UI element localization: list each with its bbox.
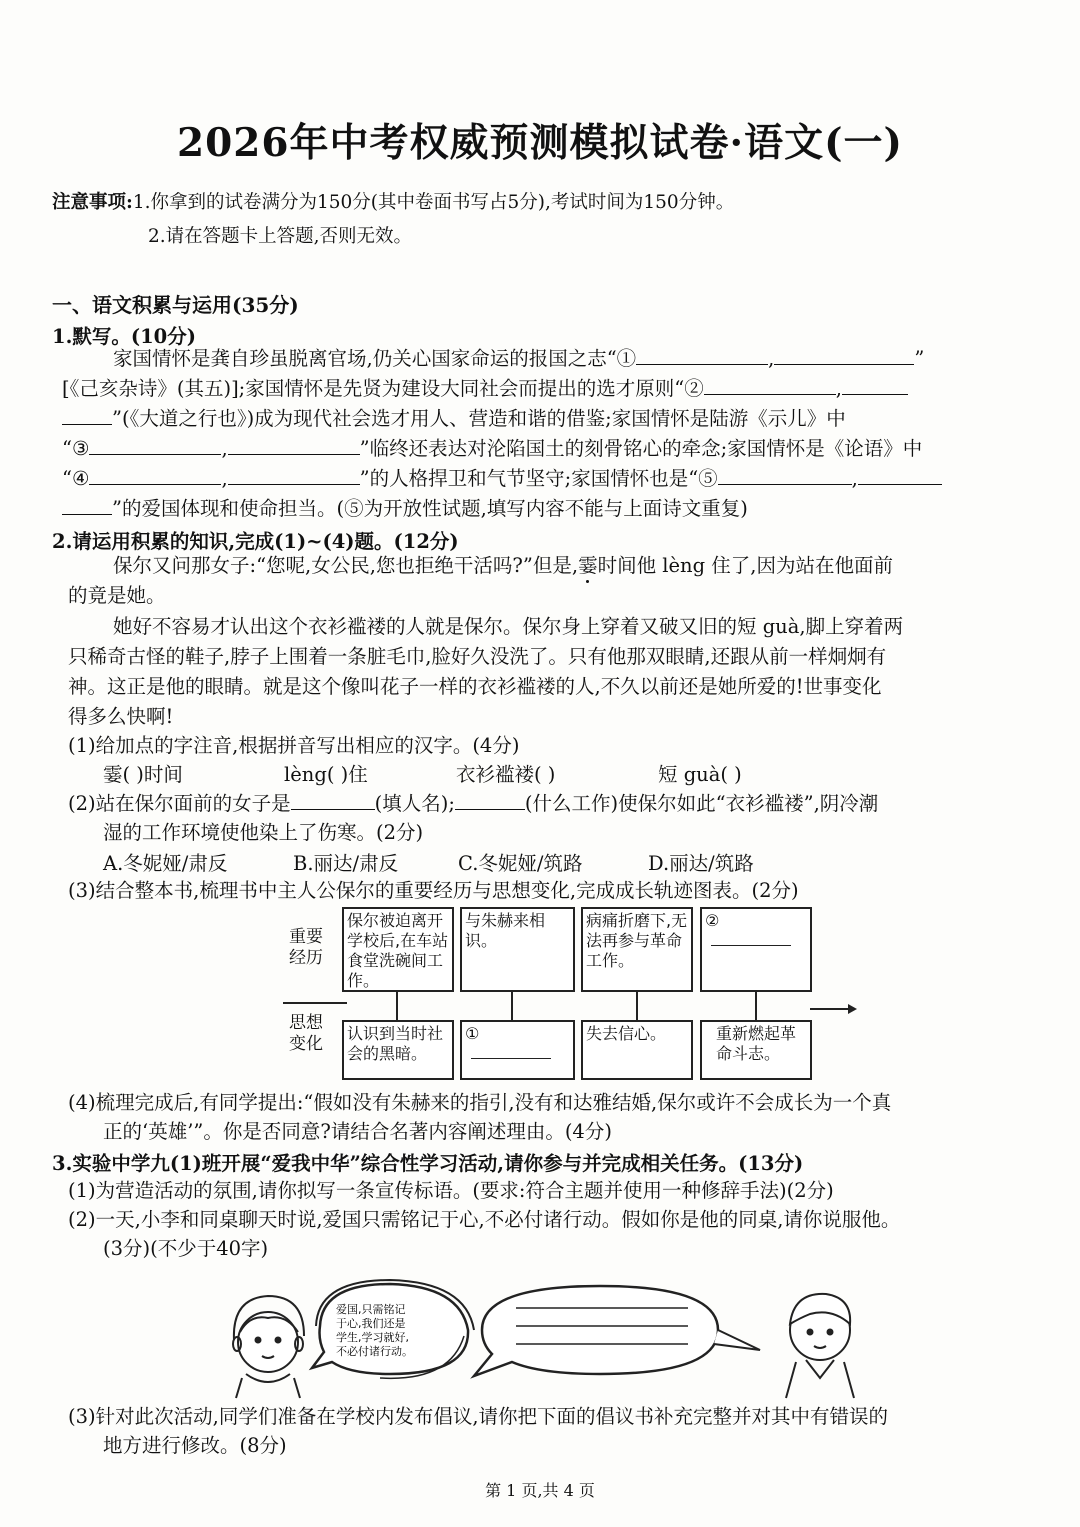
answer-blank[interactable] [89, 464, 221, 485]
answer-blank[interactable] [228, 434, 360, 455]
answer-line[interactable] [471, 1044, 551, 1059]
q1-line-3 [62, 404, 846, 434]
answer-blank[interactable] [62, 404, 112, 425]
timeline-line [810, 1008, 850, 1010]
answer-blank[interactable] [704, 374, 836, 395]
q2-sub-1-item-c: 衣衫褴褛( ) [456, 763, 556, 786]
q1-text: , [221, 467, 228, 490]
q2-sub-2-line-2: 湿的工作环境使他染上了伤寒。(2分) [103, 821, 424, 844]
q3-sub-1: (1)为营造活动的氛围,请你拟写一条宣传标语。(要求:符合主题并使用一种修辞手法)(2分) [68, 1179, 834, 1202]
answer-blank[interactable] [718, 464, 852, 485]
chart-box-thought-2[interactable] [460, 1020, 575, 1080]
option-b[interactable]: B.丽达/肃反 [293, 852, 399, 875]
chart-box-experience-2: 与朱赫来相识。 [460, 907, 575, 992]
q1-text: “③ [62, 437, 90, 460]
notice-text-1: 1.你拿到的试卷满分为150分(其中卷面书写占5分),考试时间为150分钟。 [132, 192, 735, 213]
chart-box-number: ① [465, 1024, 480, 1043]
q1-text: , [221, 437, 228, 460]
q2-sub-4-line-1: (4)梳理完成后,有同学提出:“假如没有朱赫来的指引,没有和达雅结婚,保尔或许不会成长为一个真 [68, 1091, 892, 1114]
q2-text: (2)站在保尔面前的女子是 [68, 792, 291, 815]
chart-label-experience: 重要经历 [289, 927, 323, 968]
q2-text: (填人名); [374, 792, 455, 815]
answer-blank[interactable] [858, 464, 942, 485]
question-2-heading: 2.请运用积累的知识,完成(1)~(4)题。(12分) [52, 530, 459, 553]
answer-blank[interactable] [636, 344, 768, 365]
answer-blank[interactable] [842, 374, 908, 395]
answer-blank[interactable] [228, 464, 360, 485]
q3-sub-3-line-1: (3)针对此次活动,同学们准备在学校内发布倡议,请你把下面的倡议书补充完整并对其中有错误的 [68, 1405, 889, 1428]
student-classmate-icon [786, 1294, 854, 1398]
q1-line-5 [62, 464, 942, 494]
q1-line-1 [113, 344, 924, 374]
chart-box-thought-1: 认识到当时社会的黑暗。 [342, 1020, 454, 1080]
q1-text: ”的人格捍卫和气节坚守;家国情怀也是“⑤ [359, 467, 718, 490]
q2-passage-line-5: 神。这正是他的眼睛。就是这个像叫花子一样的衣衫褴褛的人,不久以前还是她所爱的!世事变化 [68, 675, 882, 698]
q2-text: (什么工作)使保尔如此“衣衫褴褛”,阴冷潮 [524, 792, 879, 815]
timeline-arrow-icon [848, 1004, 857, 1014]
q2-sub-1: (1)给加点的字注音,根据拼音写出相应的汉字。(4分) [68, 734, 520, 757]
q1-line-4 [62, 434, 922, 464]
answer-blank[interactable] [89, 434, 221, 455]
q1-line-2 [62, 374, 908, 404]
q1-text: ”临终还表达对沦陷国土的刻骨铭心的牵念;家国情怀是《论语》中 [359, 437, 923, 460]
passage-text: 保尔又问那女子:“您呢,女公民,您也拒绝干活吗?”但是, [113, 554, 579, 577]
dialogue-illustration [220, 1278, 870, 1400]
bubble-text-line: 不必付诸行动。 [336, 1345, 413, 1358]
chart-box-experience-4[interactable] [700, 907, 812, 992]
q1-text: , [835, 377, 842, 400]
q1-text: [《己亥杂诗》(其五)];家国情怀是先贤为建设大同社会而提出的选才原则“② [62, 377, 704, 400]
connector-line [755, 990, 757, 1022]
q2-sub-1-item-d: 短 guà( ) [658, 763, 742, 786]
q2-sub-1-item-a: 霎( )时间 [103, 763, 183, 786]
speech-bubble-right [474, 1286, 760, 1376]
answer-blank[interactable] [62, 494, 112, 515]
q1-text: ” [914, 347, 925, 370]
q1-line-6 [62, 494, 748, 524]
bubble-text-line: 爱国,只需铭记 [336, 1303, 406, 1316]
q1-text: , [768, 347, 775, 370]
notice-line-1 [52, 188, 734, 214]
q2-passage-line-3: 她好不容易才认出这个衣衫褴褛的人就是保尔。保尔身上穿着又破又旧的短 guà,脚上穿着两 [113, 615, 904, 638]
option-c[interactable]: C.冬妮娅/筑路 [458, 852, 583, 875]
q1-text: 家国情怀是龚自珍虽脱离官场,仍关心国家命运的报国之志“① [113, 347, 637, 370]
q2-passage-line-4: 只稀奇古怪的鞋子,脖子上围着一条脏毛巾,脸好久没洗了。只有他那双眼睛,还跟从前一样炯炯有 [68, 645, 887, 668]
question-3-heading: 3.实验中学九(1)班开展“爱我中华”综合性学习活动,请你参与并完成相关任务。(13分) [52, 1152, 804, 1175]
question-1-heading: 1.默写。(10分) [52, 325, 196, 348]
notice-line-2: 2.请在答题卡上答题,否则无效。 [148, 226, 413, 247]
chart-box-thought-4: 重新燃起革命斗志。 [700, 1020, 812, 1080]
q1-text: ”(《大道之行也》)成为现代社会选才用人、营造和谐的借鉴;家国情怀是陆游《示儿》中 [112, 407, 846, 430]
chart-box-number: ② [705, 911, 720, 930]
connector-line [511, 990, 513, 1022]
chart-box-experience-3: 病痛折磨下,无法再参与革命工作。 [581, 907, 693, 992]
timeline-line [283, 1002, 347, 1004]
page-number: 第 1 页,共 4 页 [485, 1481, 595, 1500]
bubble-text-line: 于心,我们还是 [336, 1317, 406, 1330]
answer-blank[interactable] [774, 344, 914, 365]
q3-sub-3-line-2: 地方进行修改。(8分) [103, 1434, 287, 1457]
q2-passage-line-2: 的竟是她。 [68, 584, 166, 607]
page-title: 2026年中考权威预测模拟试卷·语文(一) [176, 120, 904, 166]
bubble-text-line: 学生,学习就好, [336, 1331, 409, 1344]
passage-text: 时间他 lèng 住了,因为站在他面前 [597, 554, 893, 577]
chart-box-thought-3: 失去信心。 [581, 1020, 693, 1080]
q2-passage-line-1 [113, 551, 893, 581]
q1-text: ”的爱国体现和使命担当。(⑤为开放性试题,填写内容不能与上面诗文重复) [112, 497, 748, 520]
connector-line [636, 990, 638, 1022]
student-boy-icon [233, 1296, 304, 1398]
q2-passage-line-6: 得多么快啊! [68, 705, 174, 728]
q3-sub-2-line-2: (3分)(不少于40字) [103, 1237, 269, 1260]
notice-label: 注意事项: [52, 192, 133, 213]
answer-blank[interactable] [291, 789, 375, 810]
answer-blank[interactable] [455, 789, 525, 810]
q2-sub-2-line-1 [68, 789, 878, 819]
connector-line [396, 990, 398, 1022]
q2-sub-3: (3)结合整本书,梳理书中主人公保尔的重要经历与思想变化,完成成长轨迹图表。(2分) [68, 879, 799, 902]
answer-line[interactable] [711, 931, 791, 946]
dotted-character: 霎 [578, 554, 598, 577]
q3-sub-2-line-1: (2)一天,小李和同桌聊天时说,爱国只需铭记于心,不必付诸行动。假如你是他的同桌,请你说服他。 [68, 1208, 901, 1231]
q2-sub-4-line-2: 正的‘英雄’”。你是否同意?请结合名著内容阐述理由。(4分) [103, 1120, 612, 1143]
q1-text: “④ [62, 467, 90, 490]
option-d[interactable]: D.丽达/筑路 [648, 852, 754, 875]
chart-box-experience-1: 保尔被迫离开学校后,在车站食堂洗碗间工作。 [342, 907, 454, 992]
chart-label-thought: 思想变化 [289, 1013, 323, 1054]
option-a[interactable]: A.冬妮娅/肃反 [103, 852, 228, 875]
q2-sub-1-item-b: lèng( )住 [284, 763, 368, 786]
q1-text: , [851, 467, 858, 490]
section-heading: 一、语文积累与运用(35分) [52, 293, 299, 317]
